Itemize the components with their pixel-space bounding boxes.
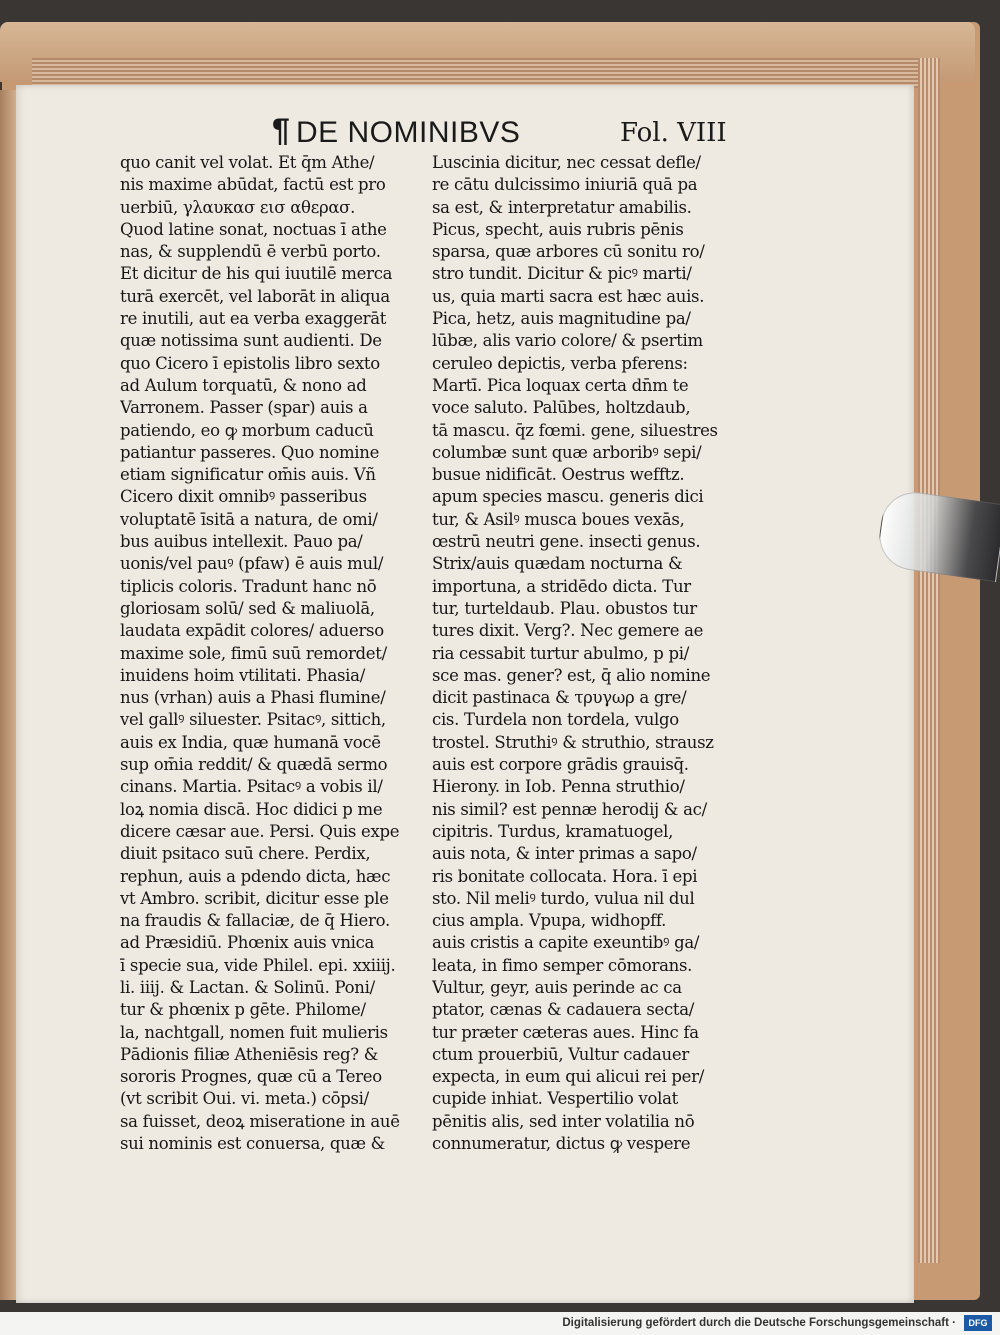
text-line: etiam significatur om̄is auis. Vñ	[120, 465, 376, 485]
text-line: Pādionis filiæ Atheniēsis reg? &	[120, 1044, 379, 1064]
text-line: busue nidificāt. Oestrus wefftz.	[432, 465, 685, 485]
text-line: ptator, cænas & cadauera secta/	[432, 1000, 695, 1020]
text-line: auis cristis a capite exeuntibꝰ ga/	[432, 933, 700, 953]
text-line: sa fuisset, deoꝝ miseratione in auē	[120, 1111, 400, 1131]
text-line: tur, turteldaub. Plau. obustos tur	[432, 598, 697, 618]
text-line: gloriosam solū/ sed & maliuolā,	[120, 598, 375, 618]
text-line: pēnitis alis, sed inter volatilia nō	[432, 1111, 695, 1131]
text-line: quæ notissima sunt audienti. De	[120, 331, 382, 351]
text-line: œstrū neutri gene. insecti genus.	[432, 532, 701, 552]
text-line: Picus, specht, auis rubris pēnis	[432, 219, 684, 239]
text-line: tur, & Asilꝰ musca boues vexās,	[432, 509, 685, 529]
text-line: cinans. Martia. Psitacꝰ a vobis il/	[120, 777, 383, 797]
text-line: vel gallꝰ siluester. Psitacꝰ, sittich,	[120, 710, 386, 730]
text-line: Quod latine sonat, noctuas ī athe	[120, 219, 387, 239]
text-line: diuit psitaco suū chere. Perdix,	[120, 844, 371, 864]
text-line: tiplicis coloris. Tradunt hanc nō	[120, 576, 377, 596]
text-line: li. iiij. & Lactan. & Solinū. Poni/	[120, 977, 375, 997]
text-line: cius ampla. Vpupa, widhopff.	[432, 911, 667, 931]
text-line: auis ex India, quæ humanā vocē	[120, 732, 381, 752]
text-line: Et dicitur de his qui iuutilē merca	[120, 264, 393, 284]
left-text-column	[120, 152, 432, 1155]
text-line: loꝝ nomia discā. Hoc didici p me	[120, 799, 383, 819]
text-line: sa est, & interpretatur amabilis.	[432, 197, 692, 217]
text-line: bus auibus intellexit. Pauo pa/	[120, 532, 363, 552]
text-line: voce saluto. Palūbes, holtzdaub,	[432, 398, 691, 418]
text-line: columbæ sunt quæ arboribꝰ sepi/	[432, 442, 702, 462]
text-line: apum species mascu. generis dici	[432, 487, 704, 507]
text-line: maxime sole, fimū suū remordet/	[120, 643, 387, 663]
text-line: sororis Prognes, quæ cū a Tereo	[120, 1067, 382, 1087]
text-line: auis nota, & inter primas a sapo/	[432, 844, 697, 864]
text-line: ad Præsidiū. Phœnix auis vnica	[120, 933, 375, 953]
text-line: nis simil? est pennæ herodij & ac/	[432, 799, 707, 819]
text-line: cupide inhiat. Vespertilio volat	[432, 1089, 678, 1109]
text-line: ria cessabit turtur abulmo, p pi/	[432, 643, 689, 663]
pilcrow-mark: ¶	[272, 112, 290, 148]
dfg-logo-icon: DFG	[964, 1315, 992, 1331]
text-line: la, nachtgall, nomen fuit mulieris	[120, 1022, 388, 1042]
text-line: nus (vrhan) auis a Phasi flumine/	[120, 688, 386, 708]
text-line: tur & phœnix p gēte. Philome/	[120, 1000, 366, 1020]
text-line: ctum prouerbiū, Vultur cadauer	[432, 1044, 689, 1064]
text-line: turā exercēt, vel laborāt in aliqua	[120, 286, 390, 306]
running-header	[272, 114, 752, 154]
text-line: Strix/auis quædam nocturna &	[432, 554, 683, 574]
text-line: sup om̄ia reddit/ & quædā sermo	[120, 755, 388, 775]
text-line: Pica, hetz, auis magnitudine pa/	[432, 309, 691, 329]
text-line: voluptatē īsitā a natura, de omi/	[120, 509, 378, 529]
text-line: na fraudis & fallaciæ, de q̄ Hiero.	[120, 911, 390, 931]
folio-number: Fol. VIII	[620, 118, 727, 148]
text-line: patiendo, eo ꝙ morbum caducū	[120, 420, 374, 440]
text-line: Luscinia dicitur, nec cessat defle/	[432, 153, 701, 172]
text-line: dicere cæsar aue. Persi. Quis expe	[120, 821, 400, 841]
text-line: expecta, in eum qui alicui rei per/	[432, 1067, 704, 1087]
text-line: laudata expādit colores/ aduerso	[120, 621, 384, 641]
text-line: nis maxime abūdat, factū est pro	[120, 175, 386, 195]
text-line: uonis/vel pauꝰ (pfaw) ē auis mul/	[120, 554, 384, 574]
text-line: (vt scribit Oui. vi. meta.) cōpsi/	[120, 1089, 369, 1109]
text-line: tā mascu. q̄z fœmi. gene, siluestres	[432, 420, 718, 440]
funding-credit: Digitalisierung gefördert durch die Deutsche Forschungsgemeinschaft ·	[562, 1317, 956, 1329]
text-line: cis. Turdela non tordela, vulgo	[432, 710, 679, 730]
text-line: vt Ambro. scribit, dicitur esse ple	[120, 888, 389, 908]
text-line: ris bonitate collocata. Hora. ī epi	[432, 866, 698, 886]
footer-bar	[0, 1312, 1000, 1335]
text-line: tures dixit. Verg?. Nec gemere ae	[432, 621, 704, 641]
text-line: cipitris. Turdus, kramatuogel,	[432, 821, 674, 841]
text-line: us, quia marti sacra est hæc auis.	[432, 286, 705, 306]
text-line: importuna, a stridēdo dicta. Tur	[432, 576, 691, 596]
text-line: trostel. Struthiꝰ & struthio, strausz	[432, 732, 714, 752]
text-line: nas, & supplendū ē verbū porto.	[120, 242, 381, 262]
text-line: quo Cicero ī epistolis libro sexto	[120, 353, 380, 373]
text-line: connumeratur, dictus ꝙ vespere	[432, 1134, 691, 1154]
text-line: quo canit vel volat. Et q̄m Athe/	[120, 153, 375, 172]
text-line: Hierony. in Iob. Penna struthio/	[432, 777, 685, 797]
page-stack-top-edge	[32, 58, 920, 88]
text-line: re inutili, aut ea verba exaggerāt	[120, 309, 387, 329]
text-line: re cātu dulcissimo iniuriā quā pa	[432, 175, 698, 195]
text-line: ī specie sua, vide Philel. epi. xxiiij.	[120, 955, 396, 975]
text-line: sce mas. gener? est, q̄ alio nomine	[432, 665, 711, 685]
text-line: lūbæ, alis vario colore/ & psertim	[432, 331, 703, 351]
text-line: leata, in fimo semper cōmorans.	[432, 955, 693, 975]
text-line: inuidens hoim vtilitati. Phasia/	[120, 665, 365, 685]
text-line: stro tundit. Dicitur & picꝰ marti/	[432, 264, 692, 284]
text-line: Vultur, geyr, auis perinde ac ca	[432, 977, 682, 997]
text-line: Varronem. Passer (spar) auis a	[120, 398, 368, 418]
text-line: tur præter cæteras aues. Hinc fa	[432, 1022, 699, 1042]
text-line: sto. Nil meliꝰ turdo, vulua nil dul	[432, 888, 695, 908]
right-text-column	[432, 152, 748, 1155]
text-line: ceruleo depictis, verba pferens:	[432, 353, 688, 373]
text-line: rephun, auis a pdendo dicta, hæc	[120, 866, 391, 886]
text-line: sui nominis est conuersa, quæ &	[120, 1134, 386, 1154]
text-line: auis est corpore grādis grauisq̄.	[432, 755, 689, 775]
text-line: sparsa, quæ arbores cū sonitu ro/	[432, 242, 705, 262]
page-stack-right-edge	[918, 58, 940, 1263]
text-line: Cicero dixit omnibꝰ passeribus	[120, 487, 367, 507]
text-line: ad Aulum torquatū, & nono ad	[120, 375, 367, 395]
text-line: dicit pastinaca & τρυγωρ a gre/	[432, 688, 687, 708]
text-line: Martī. Pica loquax certa dn̄m te	[432, 375, 689, 395]
running-title: DE NOMINIBVS	[296, 116, 521, 149]
text-line: patiantur passeres. Quo nomine	[120, 442, 380, 462]
text-line: uerbiū, γλαυκασ εισ αθερασ.	[120, 197, 356, 217]
